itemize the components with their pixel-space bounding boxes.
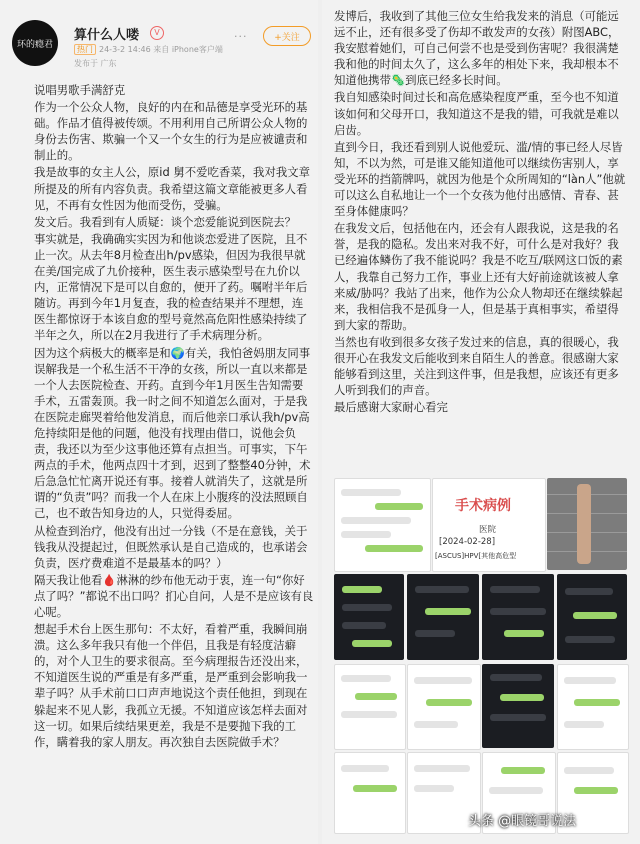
- more-options-icon[interactable]: ···: [234, 30, 248, 43]
- source-watermark: 头条 @眼镜哥说法: [468, 814, 577, 829]
- post-time-source: 24-3-2 14:46 来自 iPhone客户端: [99, 45, 223, 54]
- post-paragraph: 我自知感染时间过长和高危感染程度严重，至今也不知道该如何和父母开口，我知道这不是我的错，可我就是难以启齿。: [334, 90, 619, 137]
- chat-screenshot-thumb[interactable]: [334, 478, 431, 572]
- dark-chat-thumb[interactable]: [334, 574, 404, 660]
- chat-screenshot-thumb[interactable]: [407, 664, 481, 750]
- post-paragraph: 事实就是，我确确实实因为和他谈恋爱进了医院，且不止一次。从去年8月检查出h/pv感染，但因为我很早就在美/国完成了九价接种，医生表示感染型号在九价以内，正常情况下是可以自愈的，便开了药。嘱咐半年后随访。再到今年1月复查，我的检查结果并不理想，连医生都惊讶于本该自愈的型号竟然高危阳性感染持续了半年之久，所以在2月我进行了手术病理分析。: [34, 231, 308, 343]
- medical-record-line: [ASCUS]HPV[其他高危型: [435, 552, 517, 560]
- post-paragraph: 发文后。我看到有人质疑：谈个恋爱能说到医院去？: [34, 214, 296, 229]
- medical-record-thumb[interactable]: [432, 478, 546, 572]
- post-paragraph: 隔天我让他看🩸淋淋的纱布他无动于衷，连一句“你好点了吗？”都说不出口吗？扪心自问，人是不是应该有良心呢。: [34, 572, 314, 619]
- post-body-left: [34, 82, 314, 751]
- post-paragraph: 从检查到治疗，他没有出过一分钱（不是在意钱，关于钱我从没提起过，但既然承认是自己造成的，也承诺会负责，医疗费难道不是最基本的吗？）: [34, 523, 308, 570]
- post-meta: [74, 44, 223, 55]
- post-paragraph: 发博后，我收到了其他三位女生给我发来的消息（可能远远不止，还有很多受了伤却不敢发声的女孩）附图ABC，我安慰着她们，可自己何尝不也是受到伤害呢？我很满楚我和他的时间太久了，这么多年的相处下来，我却根本不知道他携带🦠到底已经多长时间。: [334, 9, 620, 88]
- bathroom-photo-thumb[interactable]: [547, 478, 627, 570]
- post-location: 发布于 广东: [74, 59, 117, 68]
- chat-screenshot-thumb[interactable]: [334, 664, 406, 750]
- post-body-right: [334, 8, 630, 416]
- medical-record-line: 医院: [479, 525, 497, 535]
- right-column: [322, 0, 640, 844]
- chat-screenshot-thumb[interactable]: [334, 752, 406, 834]
- avatar-text: 环的瘾君: [16, 39, 53, 50]
- post-paragraph: 在我发文后，包括他在内，还会有人跟我说，这是我的名誉，是我的隐私。发出来对我不好，可什么是对我好？我已经遍体鳞伤了我不能说吗？我是不吃互/联网这口饭的素人，我靠自己努力工作，事业上还有大好前途就该被人拿来威/胁吗？我站了出来，他作为公众人物却还在继续躲起来，我相信我不是孤身一人，但是基于真相事实，希望得到大家的帮助。: [334, 221, 623, 332]
- dark-chat-thumb[interactable]: [407, 574, 479, 660]
- dark-chat-thumb[interactable]: [557, 574, 627, 660]
- dark-chat-thumb[interactable]: [482, 664, 554, 748]
- dark-chat-thumb[interactable]: [482, 574, 554, 660]
- vip-badge-icon: V: [150, 26, 164, 40]
- left-column: [0, 0, 318, 844]
- chat-screenshot-thumb[interactable]: [557, 664, 629, 750]
- post-paragraph: 作为一个公众人物，良好的内在和品德是享受光环的基础。作品才值得被传颂。不用利用自己所谓公众人物的身份去伤害、欺骗一个又一个女生的行为是应被谴责和制止的。: [34, 100, 308, 163]
- post-paragraph: 当然也有收到很多女孩子发过来的信息，真的很暖心，我很开心在我发文后能收到来自陌生人的善意。很感谢大家能够看到这里，关注到这件事，但是我想，应该还有更多人听到我们的声音。: [334, 334, 619, 398]
- image-collage[interactable]: [334, 478, 627, 832]
- post-paragraph: 因为这个病极大的概率是和🌍有关，我怕爸妈朋友同事误解我是一个私生活不干净的女孩，所以一直以来都是一个人去医院检查、开药。直到今年1月医生告知需要手术，五雷轰顶。我一时之间不知道怎么面对，于是我在医院走廊哭着给他发消息，而后他亲口承认我h/pv高危持续阳是他的问题，他没有找理由借口，说他会负责，我还以为至少这事他还算有点担当。可事实，下午两点的手术，他两点四十才到，迟到了整整40分钟，术后急急忙忙离开说还有事。接着人就消失了，这就是所谓的“负责”吗？而我一个人在床上小腹疼的没法照顾自己，也不敢告知身边的人，只觉得委屈。: [34, 345, 311, 521]
- avatar[interactable]: [12, 20, 58, 66]
- post-paragraph: 我是故事的女主人公，原id 舅不爱吃香菜，我对我文章所提及的所有内容负责。我希望这篇文章能被更多人看见，不再有女性因为他而受伤，受骗。: [34, 165, 311, 212]
- medical-record-title: 手术病例: [455, 498, 511, 514]
- post-paragraph: 想起手术台上医生那句：不太好，看着严重，我瞬间崩溃。这么多年我只有他一个伴侣，且我是有轻度洁癖的，对个人卫生的要求很高。至今病理报告还没出来，不知道医生说的严重是有多严重，是严重到会影响我一辈子吗？从手术前口口声声地说这个责任他担，到现在躲起来不见人影，我孤立无援。不知道应该怎样去面对这一切。如果后续结果更差，我是不是要抛下我的工作，瞒着我的家人朋友。再次独自去医院做手术？: [34, 622, 308, 749]
- follow-button[interactable]: +关注: [263, 26, 311, 46]
- hot-tag: 热门: [74, 44, 96, 55]
- post-paragraph: 直到今日，我还看到别人说他爱玩、滥/情的事已经人尽皆知，不以为然，可是谁又能知道他可以继续伤害别人，享受光环的挡箭牌吗，就因为他是个众所周知的“làn人”他就可以这么自私地让一个一个女孩为他付出感情、青春、甚至身体健康吗？: [334, 139, 626, 219]
- medical-record-line: [2024-02-28]: [439, 537, 496, 547]
- post-paragraph: 最后感谢大家耐心看完: [334, 400, 448, 415]
- post-paragraph: 说唱男歌手满舒克: [34, 83, 126, 97]
- username[interactable]: 算什么人喽: [74, 28, 140, 43]
